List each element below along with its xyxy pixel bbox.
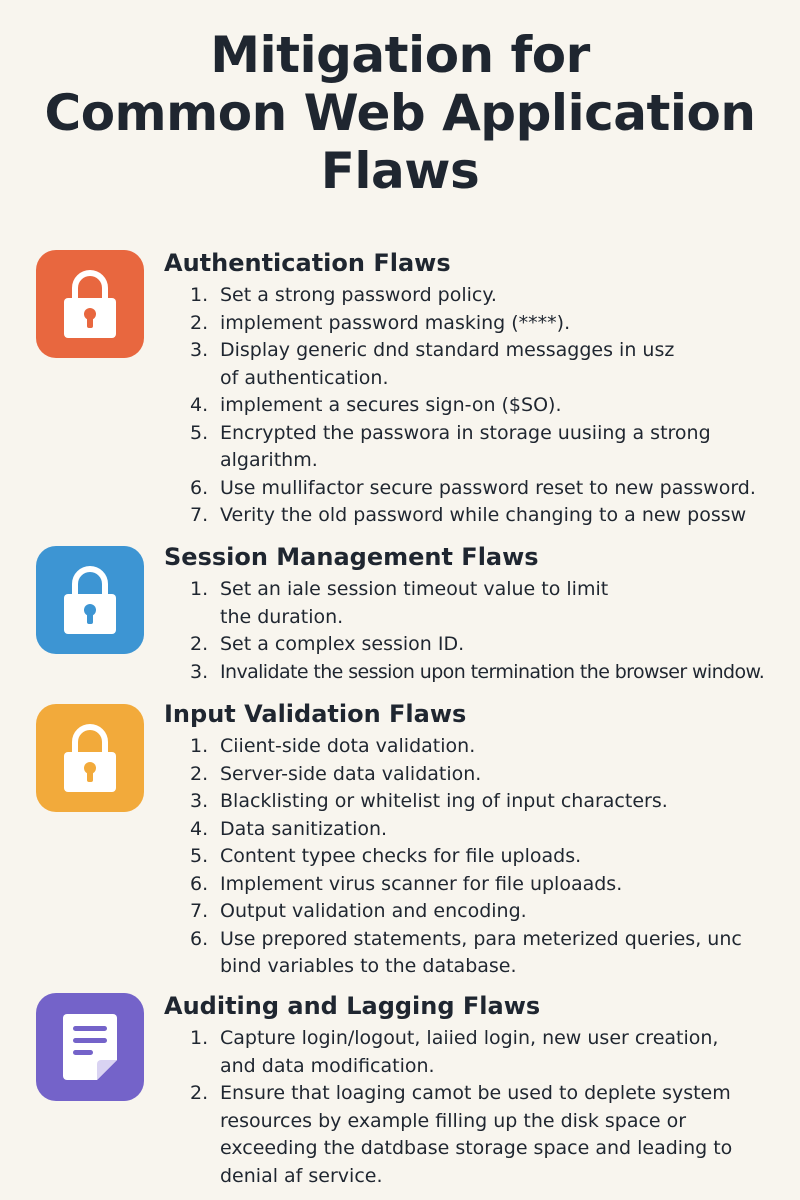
list-item: 6. Use prepored statements, para meterized queries, unc bind variables to the database. — [190, 927, 742, 977]
section-icon-tile — [36, 250, 144, 358]
list-item: 5. Content typee checks for file uploads. — [190, 845, 582, 867]
list-item: 1. Capture login/logout, laiied login, new user creation, and data modification. — [190, 1027, 719, 1077]
list-item: 6. Implement virus scanner for file uploaads. — [190, 872, 623, 895]
page-title — [0, 26, 800, 200]
list-item: 4. implement a secures sign-on ($SO). — [190, 394, 562, 416]
list-item: 1. Set an iale session timeout value to limit the duration. — [190, 578, 609, 628]
section-title: Authentication Flaws — [164, 249, 451, 277]
item-list — [190, 282, 790, 530]
list-item: 5. Encrypted the passwora in storage uusiing a strong algarithm. — [190, 421, 711, 471]
list-item: 3. Display generic dnd standard messagges in usz of authentication. — [190, 339, 675, 389]
padlock-icon — [60, 268, 120, 340]
section-icon-tile — [36, 704, 144, 812]
page-title-line-2: Common Web Application — [44, 84, 756, 142]
list-item: 1. Ciient-side dota validation. — [190, 735, 476, 757]
list-item: 1. Set a strong password policy. — [190, 284, 497, 306]
document-icon — [59, 1012, 121, 1082]
list-item: 2. Server-side data validation. — [190, 762, 482, 785]
padlock-icon — [60, 564, 120, 636]
list-item: 2. Ensure that loaging camot be used to deplete system resources by example filling up the disk space or exceeding the datdbase storage space and leading to denial af service. — [190, 1082, 733, 1187]
list-item: 6. Use mullifactor secure password reset to new password. — [190, 476, 756, 499]
list-item: 2. Set a complex session ID. — [190, 633, 465, 655]
page-title-line-1: Mitigation for — [210, 26, 590, 84]
list-item: 3. Invalidate the session upon termination the browser window. — [190, 660, 765, 683]
item-list — [190, 576, 790, 686]
item-list — [190, 733, 790, 981]
list-item: 7. Verity the old password while changing to a new possw — [190, 504, 747, 526]
section-icon-tile — [36, 546, 144, 654]
list-item: 2. implement password masking (****). — [190, 311, 571, 334]
item-list — [190, 1025, 790, 1190]
section-icon-tile — [36, 993, 144, 1101]
list-item: 7. Output validation and encoding. — [190, 900, 527, 922]
list-item: 3. Blacklisting or whitelist ing of input characters. — [190, 790, 668, 812]
list-item: 4. Data sanitization. — [190, 817, 388, 840]
section-title: Auditing and Lagging Flaws — [164, 992, 541, 1020]
padlock-icon — [60, 722, 120, 794]
section-title: Input Validation Flaws — [164, 700, 467, 728]
page-title-line-3: Flaws — [320, 142, 480, 200]
section-title: Session Management Flaws — [164, 543, 539, 571]
